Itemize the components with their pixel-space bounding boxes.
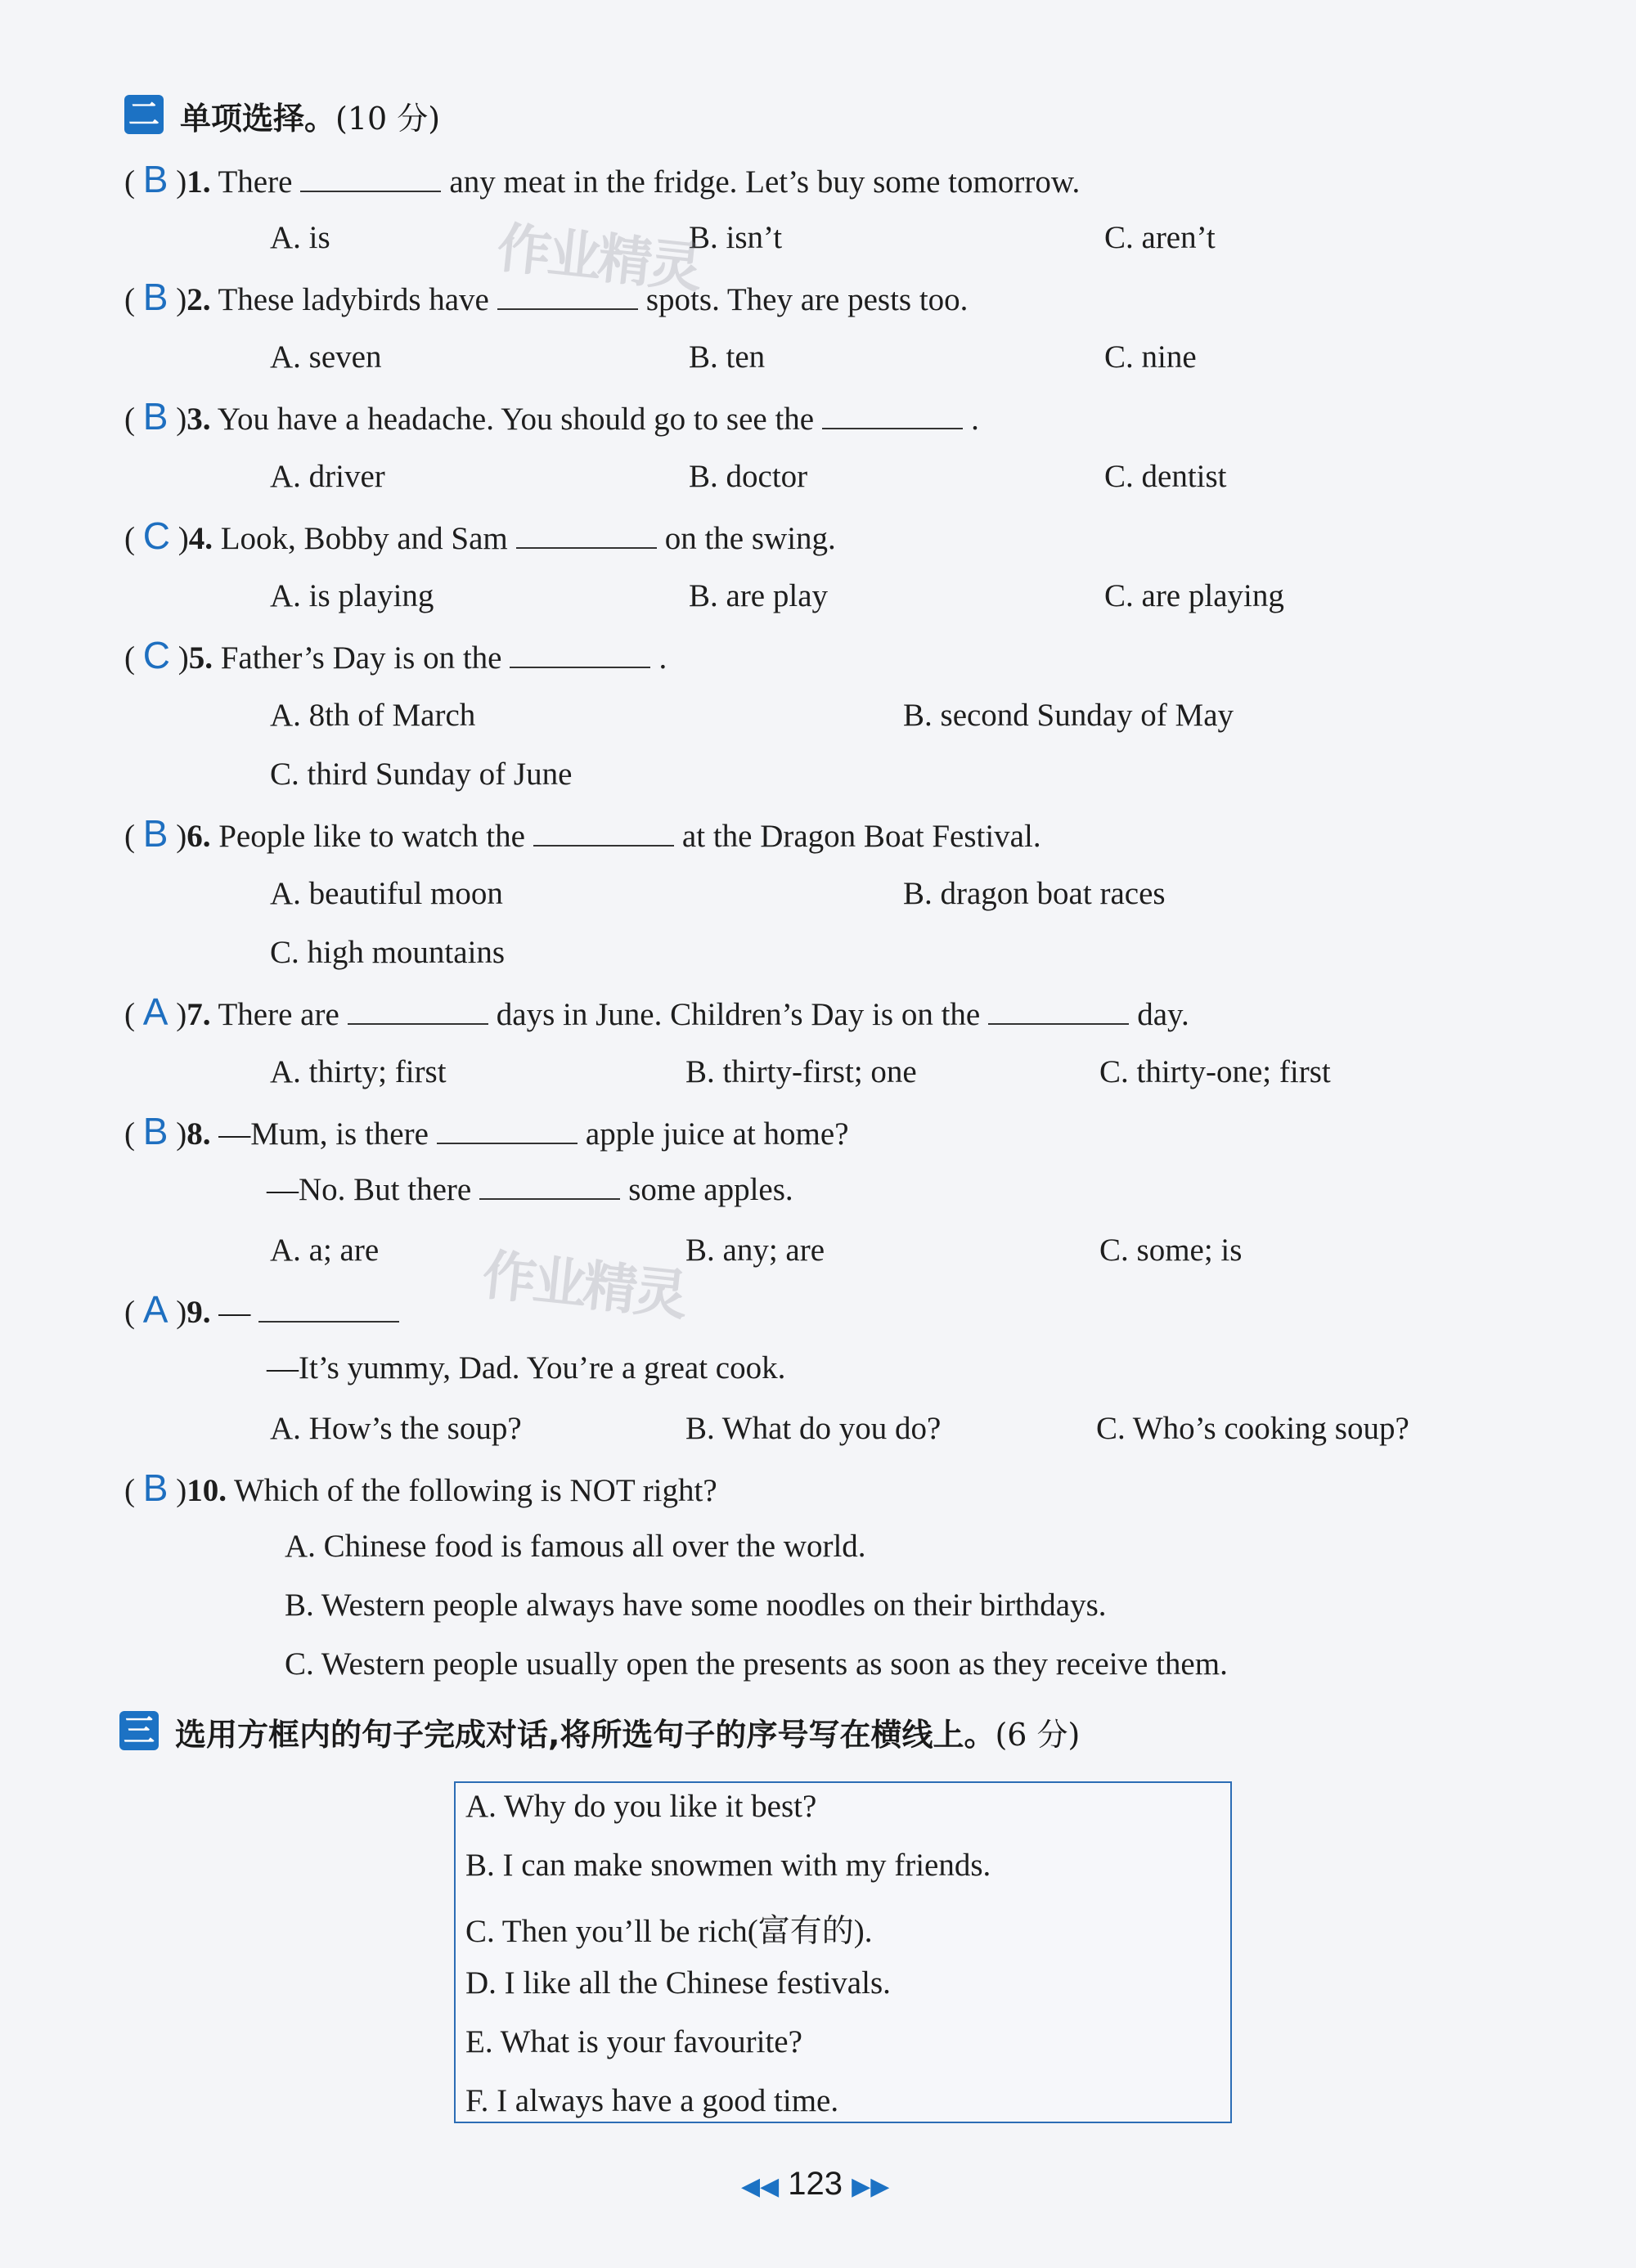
- blank[interactable]: [510, 642, 650, 668]
- question-7: ( A )7. There are days in June. Children’s Day is on the day.: [124, 990, 1189, 1033]
- blank[interactable]: [988, 999, 1129, 1025]
- choice-e: E. What is your favourite?: [465, 2024, 802, 2059]
- blank[interactable]: [300, 166, 441, 192]
- option-4b: B. are play: [689, 578, 829, 613]
- answer-5[interactable]: C: [142, 634, 170, 676]
- question-2: ( B )2. These ladybirds have spots. They are pests too.: [124, 276, 969, 318]
- option-5a: A. 8th of March: [270, 698, 476, 733]
- blank[interactable]: [533, 820, 674, 847]
- option-7b: B. thirty-first; one: [685, 1054, 917, 1089]
- choice-d: D. I like all the Chinese festivals.: [465, 1965, 891, 2001]
- choice-f: F. I always have a good time.: [465, 2083, 839, 2118]
- option-8b: B. any; are: [685, 1233, 825, 1268]
- option-1b: B. isn’t: [689, 220, 783, 255]
- option-8c: C. some; is: [1099, 1233, 1243, 1268]
- question-8-line-2: —No. But there some apples.: [267, 1172, 793, 1207]
- watermark-logo: 作业精灵: [494, 216, 703, 300]
- section-3-title: [175, 1709, 1080, 1754]
- option-3a: A. driver: [270, 459, 385, 494]
- option-3b: B. doctor: [689, 459, 808, 494]
- option-6b: B. dragon boat races: [903, 876, 1166, 911]
- answer-7[interactable]: A: [142, 990, 169, 1033]
- option-4a: A. is playing: [270, 578, 434, 613]
- prev-arrows-icon: ◀◀: [741, 2173, 780, 2200]
- section-3-badge: 三: [119, 1711, 159, 1750]
- blank[interactable]: [822, 403, 963, 429]
- page-number-text: 123: [788, 2166, 843, 2202]
- option-2c: C. nine: [1104, 339, 1197, 375]
- choice-c: C. Then you’ll be rich(富有的).: [465, 1914, 873, 1949]
- option-6c: C. high mountains: [270, 935, 506, 970]
- option-7c: C. thirty-one; first: [1099, 1054, 1331, 1089]
- option-1a: A. is: [270, 220, 330, 255]
- question-9-line-2: —It’s yummy, Dad. You’re a great cook.: [267, 1350, 786, 1386]
- option-6a: A. beautiful moon: [270, 876, 503, 911]
- option-9b: B. What do you do?: [685, 1411, 942, 1446]
- blank[interactable]: [437, 1118, 578, 1144]
- section-2-points: (10 分): [335, 101, 441, 137]
- next-arrows-icon: ▶▶: [852, 2173, 890, 2200]
- blank[interactable]: [516, 523, 657, 549]
- answer-8[interactable]: B: [142, 1110, 169, 1152]
- blank[interactable]: [479, 1174, 620, 1200]
- choice-b: B. I can make snowmen with my friends.: [465, 1848, 991, 1883]
- option-10b: B. Western people always have some noodles on their birthdays.: [285, 1588, 1107, 1623]
- question-10: ( B )10. Which of the following is NOT right?: [124, 1466, 717, 1509]
- blank[interactable]: [348, 999, 488, 1025]
- question-9: ( A )9. —: [124, 1291, 407, 1332]
- option-10a: A. Chinese food is famous all over the world.: [285, 1529, 866, 1564]
- option-7a: A. thirty; first: [270, 1054, 447, 1089]
- section-2-title-text: 单项选择。: [180, 101, 336, 137]
- option-9c: C. Who’s cooking soup?: [1096, 1411, 1409, 1446]
- section-2-badge: 二: [124, 95, 164, 134]
- section-2-title: [180, 93, 440, 138]
- question-6: ( B )6. People like to watch the at the Dragon Boat Festival.: [124, 812, 1041, 855]
- section-3-title-text: 选用方框内的句子完成对话,将所选句子的序号写在横线上。: [175, 1717, 996, 1753]
- question-3: ( B )3. You have a headache. You should go to see the .: [124, 395, 979, 438]
- answer-9[interactable]: A: [142, 1288, 169, 1331]
- question-5: ( C )5. Father’s Day is on the .: [124, 634, 667, 676]
- option-1c: C. aren’t: [1104, 220, 1216, 255]
- choice-a: A. Why do you like it best?: [465, 1789, 817, 1824]
- question-1: ( B )1. There any meat in the fridge. Let’s buy some tomorrow.: [124, 158, 1081, 200]
- answer-10[interactable]: B: [142, 1466, 169, 1509]
- option-2a: A. seven: [270, 339, 382, 375]
- option-8a: A. a; are: [270, 1233, 380, 1268]
- question-4: ( C )4. Look, Bobby and Sam on the swing.: [124, 514, 836, 557]
- option-2b: B. ten: [689, 339, 766, 375]
- section-3-points: (6 分): [995, 1717, 1081, 1753]
- option-5c: C. third Sunday of June: [270, 757, 573, 792]
- watermark-logo: 作业精灵: [479, 1243, 688, 1327]
- answer-1[interactable]: B: [142, 158, 169, 200]
- option-3c: C. dentist: [1104, 459, 1227, 494]
- question-8: ( B )8. —Mum, is there apple juice at home?: [124, 1110, 849, 1152]
- answer-6[interactable]: B: [142, 812, 169, 855]
- option-9a: A. How’s the soup?: [270, 1411, 522, 1446]
- blank[interactable]: [258, 1296, 399, 1323]
- option-4c: C. are playing: [1104, 578, 1284, 613]
- option-10c: C. Western people usually open the presents as soon as they receive them.: [285, 1646, 1228, 1682]
- page-number: [741, 2166, 889, 2203]
- answer-2[interactable]: B: [142, 276, 169, 318]
- answer-4[interactable]: C: [142, 514, 170, 557]
- sentence-choice-box: [454, 1781, 1232, 2123]
- answer-3[interactable]: B: [142, 395, 169, 438]
- option-5b: B. second Sunday of May: [903, 698, 1234, 733]
